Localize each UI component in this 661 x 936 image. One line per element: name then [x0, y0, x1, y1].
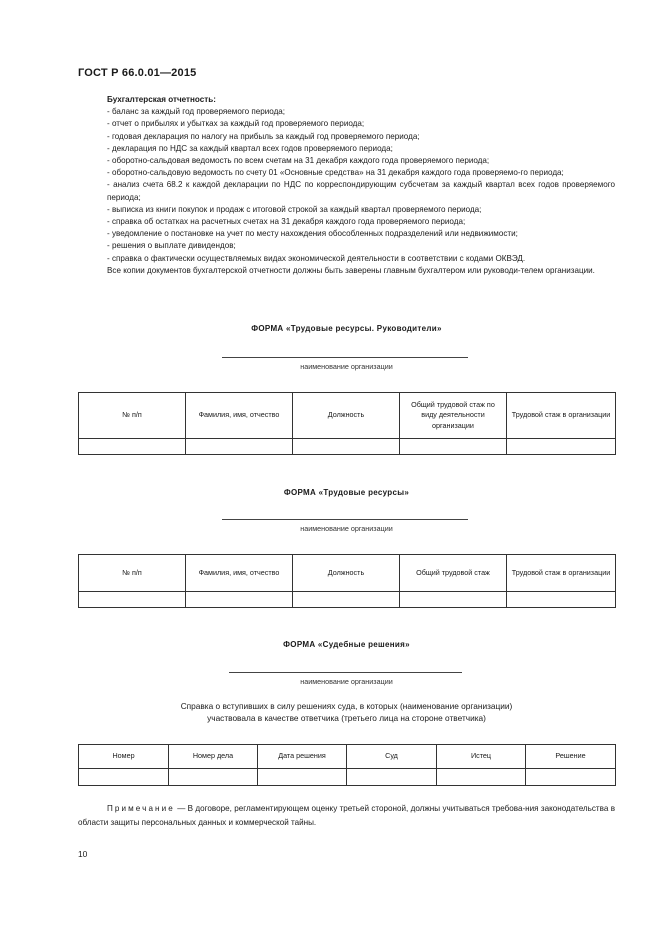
table-cell	[507, 439, 616, 455]
form1-empty-row	[79, 439, 616, 455]
form2-header-cell: Общий трудовой стаж	[400, 555, 507, 592]
form3-header-cell: Номер дела	[169, 745, 258, 769]
table-cell	[293, 592, 400, 608]
table-cell	[79, 769, 169, 786]
form3-table	[78, 744, 616, 786]
form3-info-line: участвовала в качестве ответчика (третьего лица на стороне ответчика)	[207, 713, 486, 723]
accounting-closing: Все копии документов бухгалтерской отчетности должны быть заверены главным бухгалтером или руководи-телем организации.	[107, 265, 595, 275]
accounting-item: - оборотно-сальдовая ведомость по всем счетам на 31 декабря каждого года проверяемого периода;	[107, 156, 490, 166]
accounting-item: - отчет о прибылях и убытках за каждый год проверяемого периода;	[107, 119, 365, 129]
form3-org-caption: наименование организации	[300, 677, 393, 686]
form1-title: ФОРМА «Трудовые ресурсы. Руководители»	[251, 324, 442, 333]
table-cell	[400, 592, 507, 608]
accounting-item: - оборотно-сальдовую ведомость по счету 01 «Основные средства» на 31 декабря каждого года проверяемо-го периода;	[107, 168, 564, 178]
table-cell	[79, 439, 186, 455]
accounting-item: - выписка из книги покупок и продаж с итоговой строкой за каждый квартал проверяемого периода;	[107, 204, 482, 214]
form2-header-cell: Трудовой стаж в организации	[507, 555, 616, 592]
form2-header-cell: Должность	[293, 555, 400, 592]
note-text: — В договоре, регламентирующем оценку третьей стороной, должны учитываться требова-ния законодательства в области защиты персональных данных и коммерческой тайны.	[78, 804, 615, 827]
form2-org-caption: наименование организации	[300, 524, 393, 533]
table-cell	[400, 439, 507, 455]
form3-header-cell: Номер	[79, 745, 169, 769]
form3-header-cell: Истец	[437, 745, 526, 769]
accounting-section	[78, 94, 615, 277]
table-cell	[186, 439, 293, 455]
table-cell	[347, 769, 437, 786]
form3-title: ФОРМА «Судебные решения»	[283, 640, 410, 649]
form1-header-cell: Общий трудовой стаж по виду деятельности организации	[400, 393, 507, 439]
form1-org-caption: наименование организации	[300, 362, 393, 371]
form1-header-cell: № п/п	[79, 393, 186, 439]
table-cell	[437, 769, 526, 786]
accounting-item: - справка об остатках на расчетных счетах на 31 декабря каждого года проверяемого периода;	[107, 217, 466, 227]
form1-table	[78, 392, 616, 455]
note-label: Примечание	[107, 804, 175, 813]
form2-header-cell: № п/п	[79, 555, 186, 592]
form2-org-line	[222, 519, 468, 520]
table-cell	[507, 592, 616, 608]
form2-empty-row	[79, 592, 616, 608]
form2-header-cell: Фамилия, имя, отчество	[186, 555, 293, 592]
form3-header-cell: Решение	[526, 745, 616, 769]
table-cell	[79, 592, 186, 608]
table-cell	[186, 592, 293, 608]
accounting-item: - годовая декларация по налогу на прибыль за каждый год проверяемого периода;	[107, 131, 420, 141]
accounting-item: - решения о выплате дивидендов;	[107, 241, 236, 251]
form3-header-cell: Суд	[347, 745, 437, 769]
document-header: ГОСТ Р 66.0.01—2015	[78, 67, 197, 79]
form3-org-line	[229, 672, 462, 673]
form3-header-cell: Дата решения	[258, 745, 347, 769]
note	[78, 802, 615, 830]
accounting-heading: Бухгалтерская отчетность:	[107, 95, 216, 104]
page-number: 10	[78, 849, 88, 859]
form1-org-line	[222, 357, 468, 358]
table-cell	[258, 769, 347, 786]
form1-header-cell: Должность	[293, 393, 400, 439]
form2-title: ФОРМА «Трудовые ресурсы»	[283, 488, 410, 497]
table-cell	[293, 439, 400, 455]
form2-table	[78, 554, 616, 608]
table-cell	[169, 769, 258, 786]
form1-header-cell: Трудовой стаж в организации	[507, 393, 616, 439]
accounting-item: - уведомление о постановке на учет по месту нахождения обособленных подразделений или недвижимости;	[107, 229, 518, 239]
table-cell	[526, 769, 616, 786]
accounting-item: - баланс за каждый год проверяемого периода;	[107, 107, 286, 117]
form1-header-cell: Фамилия, имя, отчество	[186, 393, 293, 439]
form3-empty-row	[79, 769, 616, 786]
form3-info-line: Справка о вступивших в силу решениях суда, в которых (наименование организации)	[180, 701, 513, 711]
accounting-item: - анализ счета 68.2 к каждой декларации по НДС по корреспондирующим субсчетам за каждый квартал всех годов проверяемого периода;	[107, 180, 615, 202]
accounting-item: - справка о фактически осуществляемых видах экономической деятельности в соответствии с кодами ОКВЭД.	[107, 253, 526, 263]
accounting-item: - декларация по НДС за каждый квартал всех годов проверяемого периода;	[107, 143, 393, 153]
